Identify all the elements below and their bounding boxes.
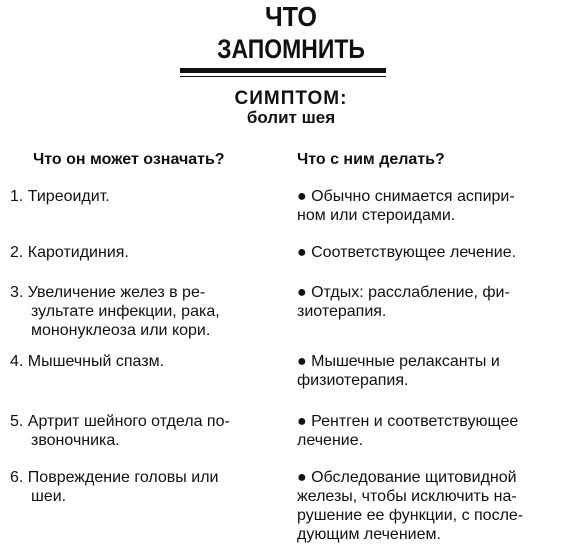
actions-column-header: Что с ним делать? <box>297 151 445 168</box>
action-line: рушение ее функции, с после- <box>297 507 524 524</box>
action-line: ● Обычно снимается аспири- <box>297 188 515 205</box>
action-line: ном или стероидами. <box>297 207 456 224</box>
page-title-line2: ЗАПОМНИТЬ <box>217 34 365 64</box>
cause-cell-2 <box>10 243 275 262</box>
action-line: физиотерапия. <box>297 372 409 389</box>
action-line: ● Рентген и соответствующее <box>297 413 519 430</box>
cause-cell-3 <box>10 283 275 340</box>
action-cell-3 <box>297 283 567 321</box>
action-cell-6 <box>297 468 567 544</box>
cause-line: 1. Тиреоидит. <box>10 188 110 205</box>
action-line: зиотерапия. <box>297 303 387 320</box>
cause-line: звоночника. <box>31 432 120 449</box>
symptom-value: болит шея <box>246 108 336 127</box>
page-title-line1: ЧТО <box>264 1 318 32</box>
cause-cell-6 <box>10 468 275 506</box>
cause-line: зультате инфекции, рака, <box>31 303 220 320</box>
action-line: ● Соответствующее лечение. <box>297 244 517 261</box>
symptom-label: СИМПТОМ: <box>234 88 348 109</box>
action-cell-2 <box>297 243 567 262</box>
causes-column-header: Что он может означать? <box>33 151 225 168</box>
action-line: дующим лечением. <box>297 526 441 543</box>
cause-line: 2. Каротидиния. <box>10 244 129 261</box>
cause-line: мононуклеоза или кори. <box>31 322 211 339</box>
action-cell-4 <box>297 352 567 390</box>
action-line: лечение. <box>297 432 364 449</box>
title-divider-thin <box>180 76 386 77</box>
cause-line: шеи. <box>31 488 67 505</box>
cause-line: 6. Повреждение головы или <box>10 469 219 486</box>
action-line: ● Обследование щитовидной <box>297 469 517 486</box>
action-line: ● Мышечные релаксанты и <box>297 353 500 370</box>
cause-cell-4 <box>10 352 275 371</box>
title-divider-thick <box>180 68 386 73</box>
cause-line: 3. Увеличение желез в ре- <box>10 284 206 301</box>
action-line: ● Отдых: расслабление, фи- <box>297 284 510 301</box>
action-line: железы, чтобы исключить на- <box>297 488 517 505</box>
cause-cell-5 <box>10 412 275 450</box>
action-cell-1 <box>297 187 567 225</box>
action-cell-5 <box>297 412 567 450</box>
cause-line: 4. Мышечный спазм. <box>10 353 165 370</box>
cause-cell-1 <box>10 187 275 206</box>
cause-line: 5. Артрит шейного отдела по- <box>10 413 230 430</box>
